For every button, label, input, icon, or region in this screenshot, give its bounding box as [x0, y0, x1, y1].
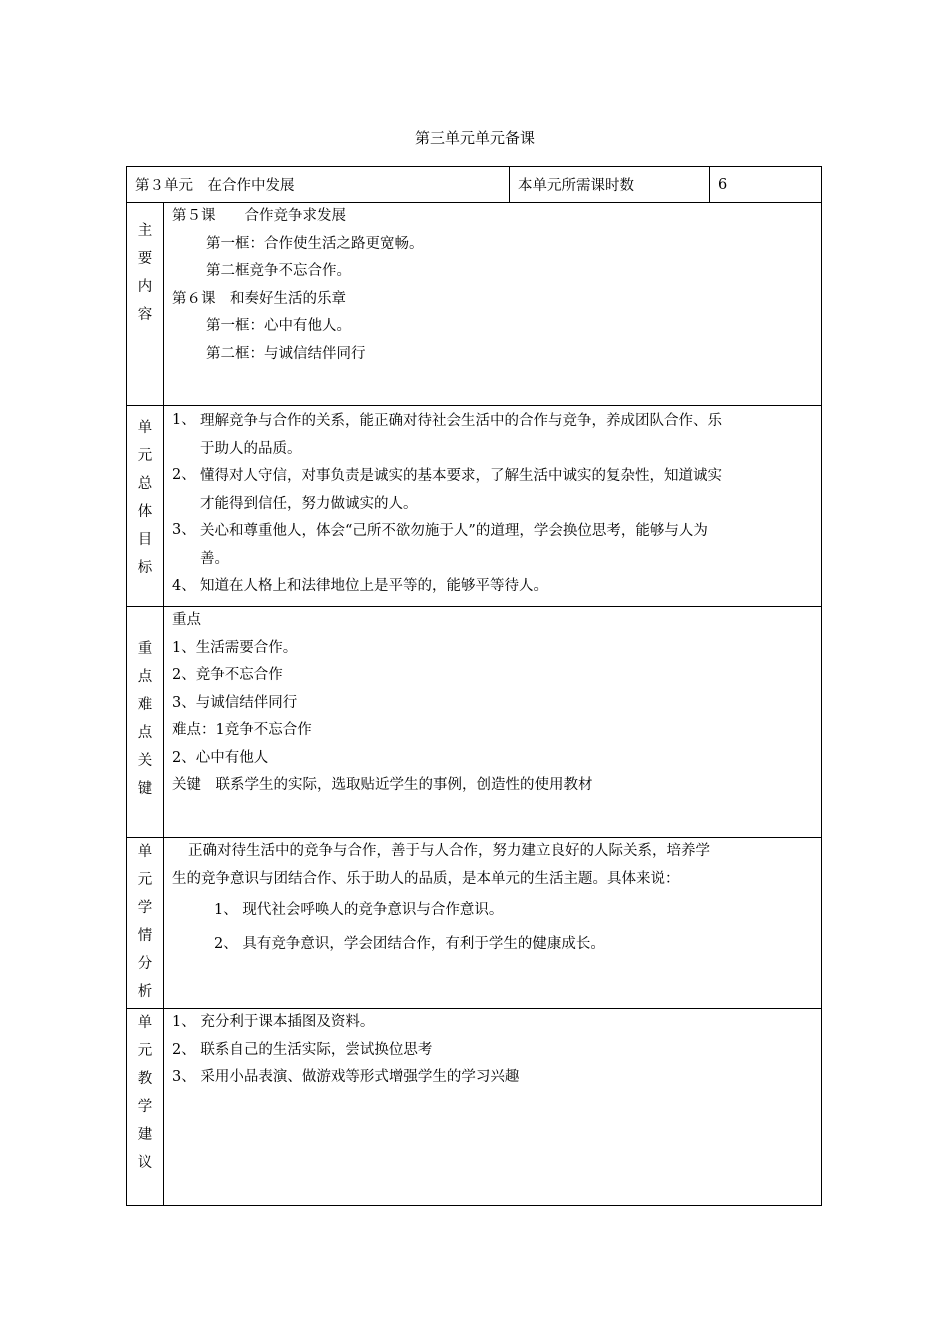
analysis-paragraph: 正确对待生活中的竞争与合作，善于与人合作，努力建立良好的人际关系，培养学 — [188, 843, 710, 859]
analysis-item: 2、 具有竞争意识，学会团结合作，有利于学生的健康成长。 — [214, 936, 605, 952]
content-line: 第５课 合作竞争求发展 — [172, 208, 346, 224]
content-line: 第二框竞争不忘合作。 — [206, 263, 351, 279]
main-content-label: 主 要 内 容 — [127, 203, 164, 406]
suggestions-row — [127, 1009, 822, 1206]
key-line: 2、心中有他人 — [172, 749, 269, 766]
analysis-label: 单 元 学 情 分 析 — [127, 838, 164, 1009]
goal-item: 1、 理解竞争与合作的关系，能正确对待社会生活中的合作与竞争，养成团队合作、乐 于助人的品质。 — [172, 412, 722, 457]
content-line: 第一框：合作使生活之路更宽畅。 — [206, 235, 424, 252]
content-line: 第二框：与诚信结伴同行 — [206, 345, 366, 362]
suggestion-item: 2、 联系自己的生活实际，尝试换位思考 — [172, 1041, 433, 1058]
key-line: 2、竞争不忘合作 — [172, 667, 283, 683]
suggestions-body — [164, 1009, 822, 1206]
analysis-paragraph: 生的竞争意识与团结合作、乐于助人的品质，是本单元的生活主题。具体来说： — [172, 870, 680, 887]
goals-body — [164, 406, 822, 607]
header-row — [127, 167, 822, 203]
key-line: 1、生活需要合作。 — [172, 639, 298, 656]
key-line: 关键 联系学生的实际，选取贴近学生的事例，创造性的使用教材 — [172, 777, 593, 793]
content-line: 第６课 和奏好生活的乐章 — [172, 290, 346, 307]
hours-value-cell: 6 — [710, 167, 822, 203]
key-points-row — [127, 607, 822, 838]
analysis-item: 1、 现代社会呼唤人的竞争意识与合作意识。 — [214, 902, 504, 918]
goal-item: 2、 懂得对人守信，对事负责是诚实的基本要求，了解生活中诚实的复杂性，知道诚实 才能得到信任，努力做诚实的人。 — [172, 467, 722, 512]
unit-title-cell: 第３单元 在合作中发展 — [127, 167, 510, 203]
key-line: 3、与诚信结伴同行 — [172, 694, 298, 711]
goal-item: 3、 关心和尊重他人，体会“己所不欲勿施于人”的道理，学会换位思考，能够与人为 善。 — [172, 522, 708, 567]
page-title: 第三单元单元备课 — [414, 129, 535, 147]
goals-row — [127, 406, 822, 607]
content-line: 第一框：心中有他人。 — [206, 318, 351, 334]
goal-item: 4、 知道在人格上和法律地位上是平等的，能够平等待人。 — [172, 578, 548, 594]
key-points-label: 重 点 难 点 关 键 — [127, 607, 164, 838]
key-line: 重点 — [172, 612, 201, 628]
key-points-body — [164, 607, 822, 838]
analysis-body — [164, 838, 822, 1009]
key-line: 难点：1竞争不忘合作 — [172, 722, 312, 738]
goals-label: 单 元 总 体 目 标 — [127, 406, 164, 607]
lesson-plan-table — [126, 166, 822, 1206]
suggestion-item: 1、 充分利于课本插图及资料。 — [172, 1014, 375, 1030]
hours-label-cell: 本单元所需课时数 — [510, 167, 710, 203]
analysis-row — [127, 838, 822, 1009]
main-content-body — [164, 203, 822, 406]
main-content-row — [127, 203, 822, 406]
suggestions-label: 单 元 教 学 建 议 — [127, 1009, 164, 1206]
suggestion-item: 3、 采用小品表演、做游戏等形式增强学生的学习兴趣 — [172, 1069, 520, 1085]
